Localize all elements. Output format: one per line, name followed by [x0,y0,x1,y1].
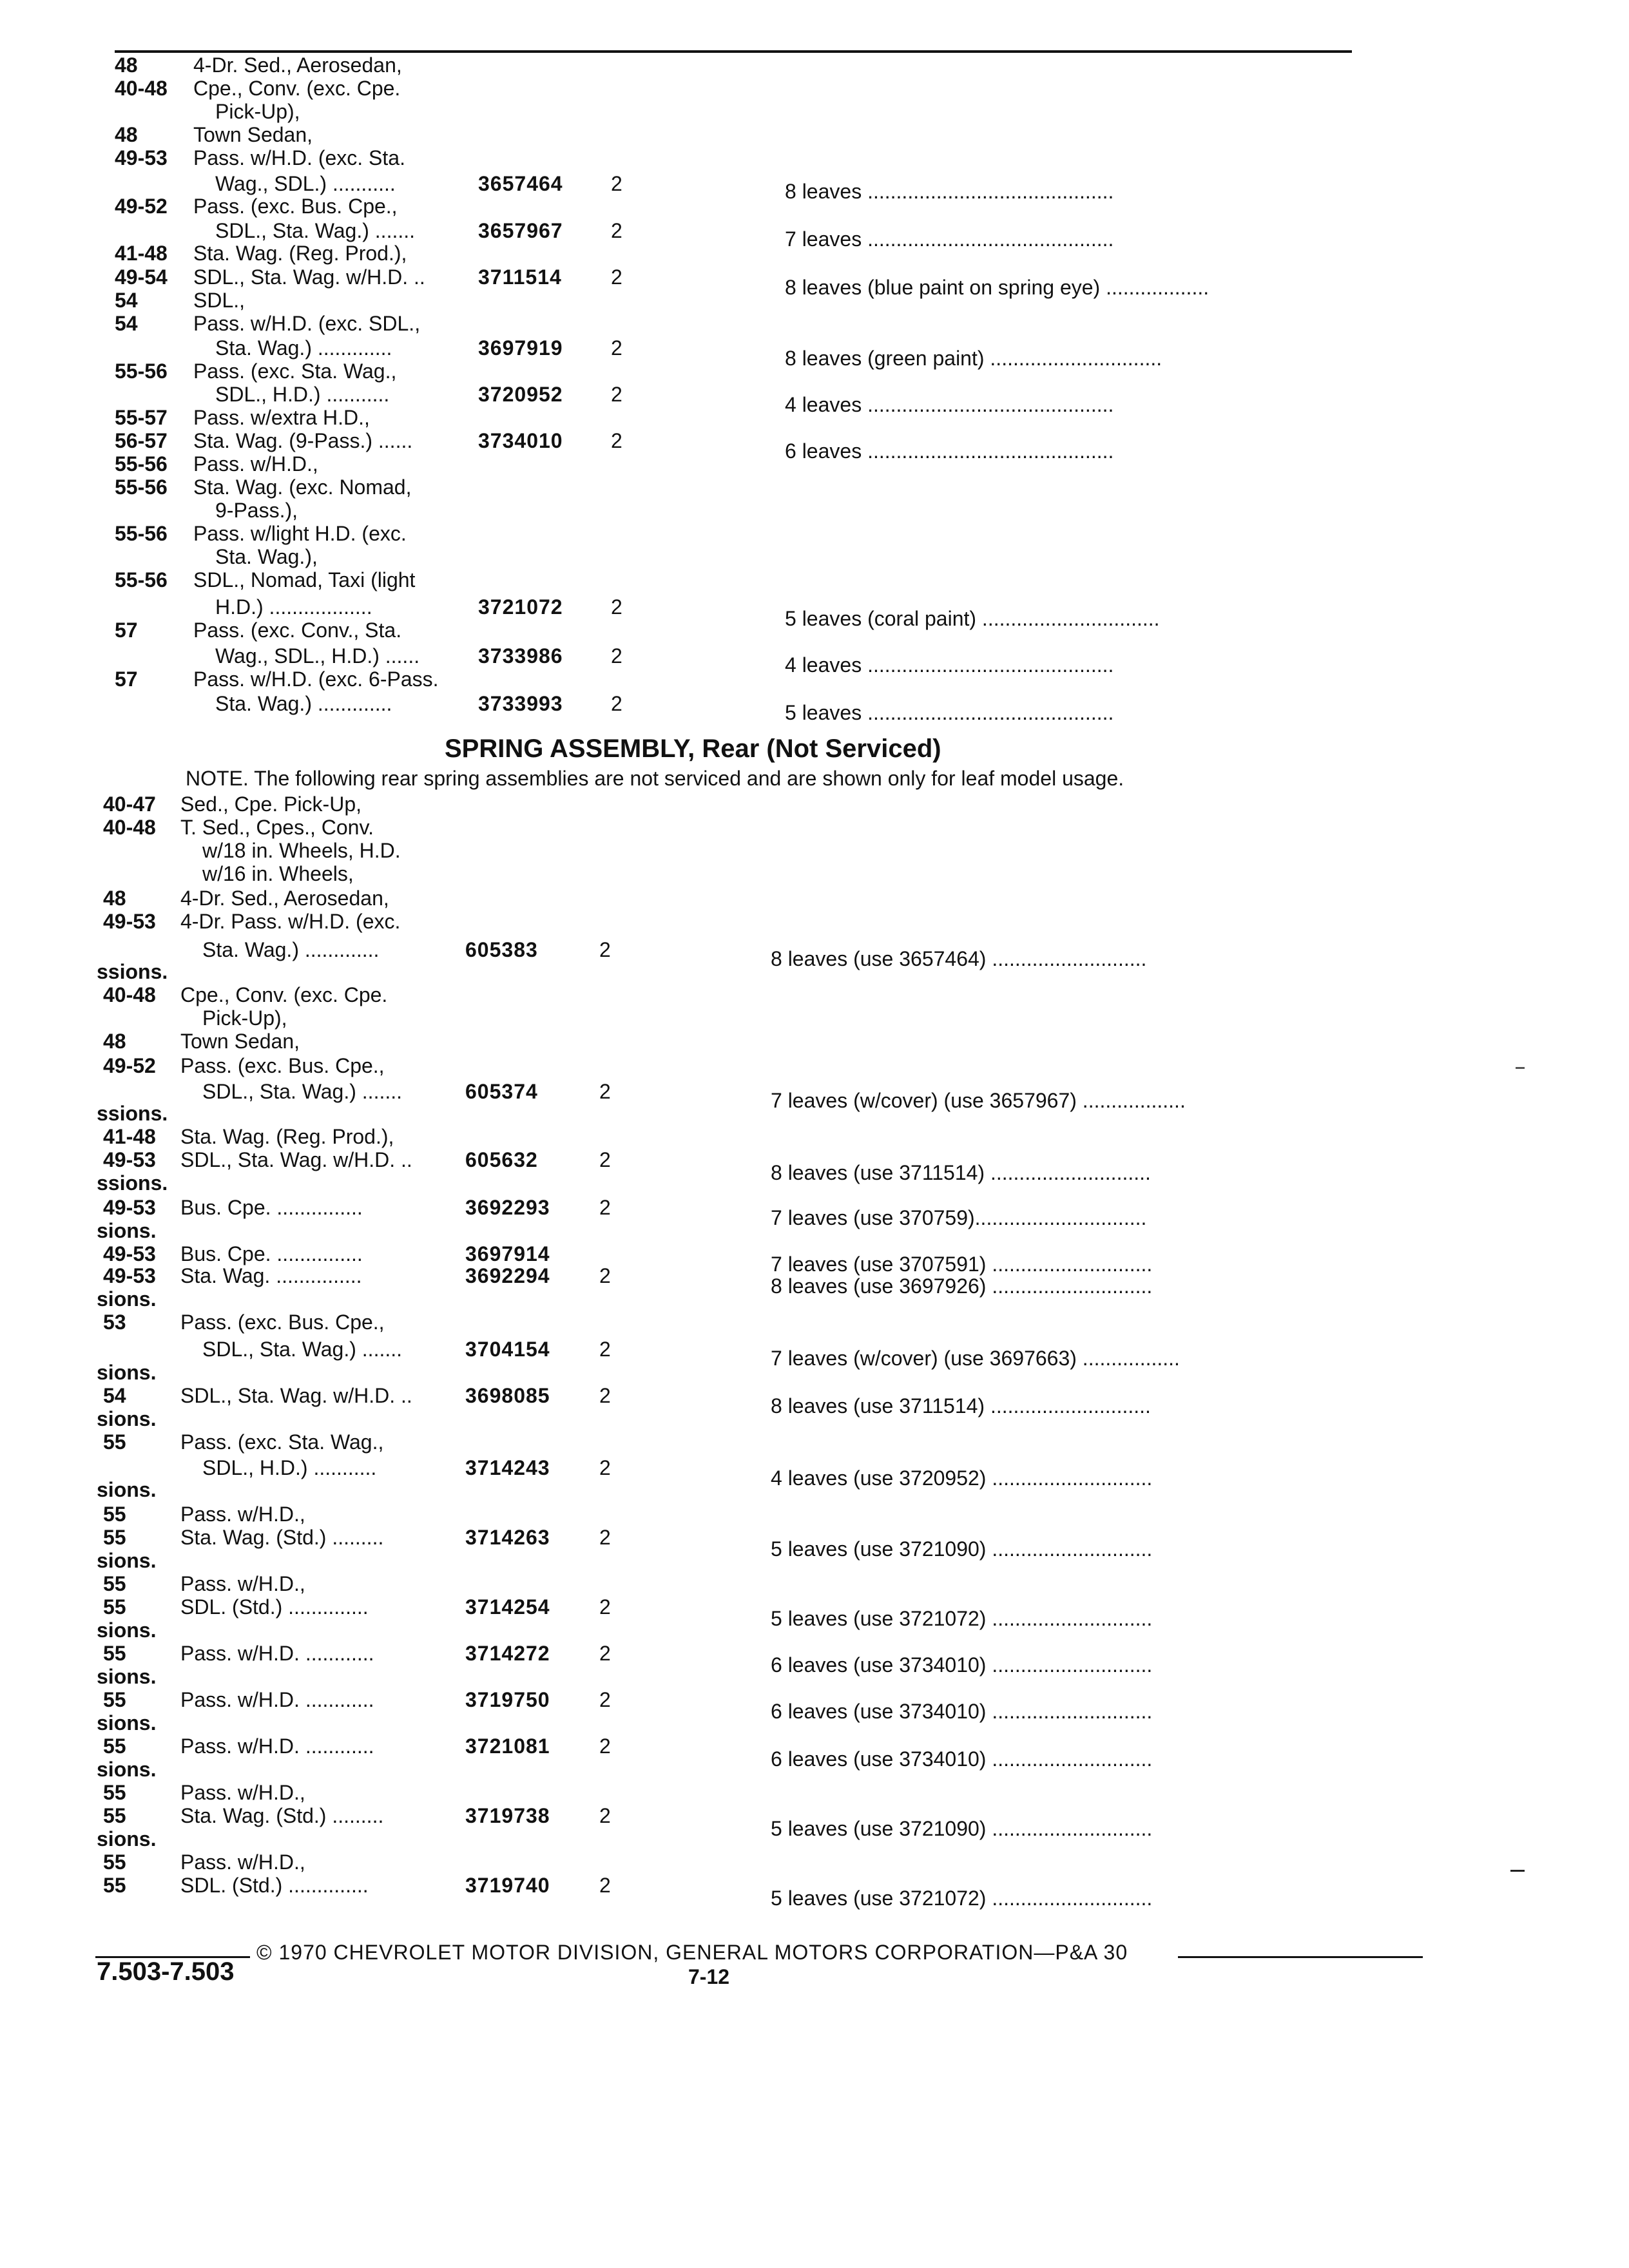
remarks-text: 4 leaves ........................................... [785,653,1114,677]
application-description: Pass. w/H.D. (exc. Sta. [193,146,405,169]
model-year: 55 [103,1572,126,1595]
quantity: 2 [599,1148,611,1171]
application-description: SDL., Sta. Wag. w/H.D. .. [193,265,425,289]
table-row [0,839,1629,862]
table-row [0,476,1629,499]
model-year: 55 [103,1503,126,1526]
application-description: w/18 in. Wheels, H.D. [202,839,401,862]
remarks-text: 7 leaves (w/cover) (use 3657967) .................. [771,1089,1186,1112]
table-row [0,1503,1629,1526]
remarks-text: 6 leaves (use 3734010) ............................ [771,1700,1153,1723]
table-row [0,1361,1629,1384]
model-year: 49-53 [103,910,156,933]
application-description: Sta. Wag. (Std.) ......... [180,1804,384,1827]
top-rule [115,50,1352,53]
part-number: 3719740 [465,1874,550,1897]
section-note: NOTE. The following rear spring assemblies are not serviced and are shown only for leaf model usage. [186,767,1124,790]
application-description: 4-Dr. Pass. w/H.D. (exc. [180,910,401,933]
remarks-text: 6 leaves ........................................... [785,439,1114,463]
part-number: 3719750 [465,1688,550,1711]
quantity: 2 [611,336,622,360]
quantity: 2 [599,1804,611,1827]
application-description: Pass. (exc. Bus. Cpe., [180,1054,385,1077]
table-row [0,983,1629,1006]
model-year: 48 [115,53,138,77]
part-number: 3698085 [465,1384,550,1407]
application-description: H.D.) .................. [215,595,372,619]
remarks-text: 8 leaves (use 3697926) ............................ [771,1274,1153,1298]
remarks-text: 7 leaves (w/cover) (use 3697663) ................. [771,1347,1180,1370]
quantity: 2 [611,692,622,715]
table-row [0,1006,1629,1030]
remarks-text: 5 leaves (coral paint) ............................... [785,607,1160,630]
application-description: Pass. w/H.D. (exc. 6-Pass. [193,668,439,691]
remarks-text: 4 leaves ........................................... [785,393,1114,416]
table-row [0,1054,1629,1077]
table-row [0,1407,1629,1430]
table-row [0,1665,1629,1688]
model-year: sions. [97,1619,157,1642]
application-description: SDL., Sta. Wag.) ....... [202,1338,403,1361]
application-description: w/16 in. Wheels, [202,862,354,885]
part-number: 3719738 [465,1804,550,1827]
model-year: 57 [115,668,138,691]
quantity: 2 [611,595,622,619]
application-description: SDL. (Std.) .............. [180,1874,369,1897]
model-year: sions. [97,1758,157,1781]
application-description: Pick-Up), [215,100,300,123]
table-row [0,1219,1629,1242]
part-number: 3714254 [465,1595,550,1619]
table-row [0,1287,1629,1311]
table-row [0,816,1629,839]
table-row [0,1619,1629,1642]
model-year: 55 [103,1781,126,1804]
remarks-text: 7 leaves (use 370759).............................. [771,1206,1147,1229]
part-number: 3711514 [478,265,562,289]
model-year: 53 [103,1311,126,1334]
remarks-text: 8 leaves (use 3657464) ........................... [771,947,1147,970]
application-description: Wag., SDL.) ........... [215,172,396,195]
model-year: 48 [115,123,138,146]
table-row [0,568,1629,591]
model-year: 40-48 [103,816,156,839]
application-description: Pass. w/light H.D. (exc. [193,522,407,545]
application-description: Pass. w/H.D., [180,1503,305,1526]
table-row [0,289,1629,312]
part-number: 3721072 [478,595,563,619]
table-row [0,1125,1629,1148]
application-description: Sta. Wag. ............... [180,1264,362,1287]
model-year: 55-56 [115,568,168,591]
application-description: Sta. Wag. (Std.) ......... [180,1526,384,1549]
model-year: 56-57 [115,429,168,452]
application-description: Pass. w/H.D., [180,1572,305,1595]
part-number: 3704154 [465,1338,550,1361]
model-year: ssions. [97,960,168,983]
application-description: Pass. (exc. Sta. Wag., [180,1430,384,1454]
model-year: 41-48 [103,1125,156,1148]
part-number: 3721081 [465,1735,550,1758]
table-row [0,522,1629,545]
part-number: 3733993 [478,692,563,715]
model-year: 41-48 [115,242,168,265]
application-description: Wag., SDL., H.D.) ...... [215,644,420,668]
quantity: 2 [599,1874,611,1897]
model-year: 49-53 [103,1264,156,1287]
part-number: 3692294 [465,1264,550,1287]
remarks-text: 7 leaves ........................................... [785,227,1114,251]
model-year: ssions. [97,1171,168,1195]
table-row [0,360,1629,383]
part-number: 3714263 [465,1526,550,1549]
part-number: 3657967 [478,219,563,242]
model-year: sions. [97,1407,157,1430]
table-row [0,1827,1629,1850]
application-description: Sta. Wag. (9-Pass.) ...... [193,429,413,452]
page-number: 7-12 [688,1965,730,1988]
model-year: sions. [97,1219,157,1242]
quantity: 2 [599,1526,611,1549]
remarks-text: 5 leaves (use 3721090) ............................ [771,1817,1153,1840]
model-year: 49-53 [103,1242,156,1265]
quantity: 2 [611,219,622,242]
model-year: 57 [115,619,138,642]
table-row [0,1850,1629,1874]
model-year: 55 [103,1850,126,1874]
application-description: 4-Dr. Sed., Aerosedan, [180,887,389,910]
section-reference: 7.503-7.503 [97,1957,235,1986]
remarks-text: 8 leaves (use 3711514) ............................ [771,1161,1151,1184]
remarks [0,1887,1629,1910]
application-description: Cpe., Conv. (exc. Cpe. [193,77,401,100]
table-row [0,123,1629,146]
application-description: Sta. Wag.) ............. [215,336,392,360]
application-description: Pass. (exc. Sta. Wag., [193,360,397,383]
model-year: 49-52 [103,1054,156,1077]
model-year: 55 [103,1595,126,1619]
application-description: Pick-Up), [202,1006,287,1030]
remarks-text: 5 leaves ........................................... [785,701,1114,724]
model-year: 54 [115,289,138,312]
quantity: 2 [599,1735,611,1758]
application-description: Pass. (exc. Bus. Cpe., [193,195,398,218]
table-row [0,545,1629,568]
table-row [0,1430,1629,1454]
quantity: 2 [599,1595,611,1619]
table-row [0,499,1629,522]
table-row [0,242,1629,265]
model-year: 40-48 [115,77,168,100]
table-row [0,452,1629,476]
application-description: Pass. w/H.D. ............ [180,1688,374,1711]
scan-mark [1510,1870,1525,1872]
remarks-text: 5 leaves (use 3721072) ............................ [771,1887,1153,1910]
remarks [0,701,1629,724]
model-year: 55-56 [115,476,168,499]
application-description: Town Sedan, [180,1030,300,1053]
part-number: 3657464 [478,172,563,195]
application-description: SDL., [193,289,246,312]
scan-mark [1516,1067,1525,1069]
model-year: 49-53 [103,1148,156,1171]
application-description: Sta. Wag. (Reg. Prod.), [180,1125,394,1148]
table-row [0,406,1629,429]
model-year: sions. [97,1361,157,1384]
model-year: ssions. [97,1102,168,1125]
part-number: 3714272 [465,1642,550,1665]
remarks-text: 5 leaves (use 3721072) ............................ [771,1607,1153,1630]
quantity: 2 [599,1080,611,1103]
quantity: 2 [611,429,622,452]
table-row [0,960,1629,983]
application-description: Pass. w/extra H.D., [193,406,370,429]
model-year: 48 [103,887,126,910]
table-row [0,146,1629,169]
table-row [0,195,1629,218]
table-row [0,910,1629,933]
remarks-text: 8 leaves (blue paint on spring eye) .................. [785,276,1210,299]
part-number: 3734010 [478,429,563,452]
application-description: T. Sed., Cpes., Conv. [180,816,374,839]
part-number: 3692293 [465,1196,550,1219]
application-description: Pass. w/H.D., [193,452,318,476]
table-row [0,1758,1629,1781]
table-row [0,619,1629,642]
model-year: 54 [103,1384,126,1407]
remarks-text: 7 leaves (use 3707591) ............................ [771,1253,1153,1276]
application-description: Sta. Wag.) ............. [215,692,392,715]
model-year: 49-53 [103,1196,156,1219]
part-number: 605374 [465,1080,538,1103]
table-row [0,1102,1629,1125]
application-description: SDL., Sta. Wag.) ....... [215,219,416,242]
table-row [0,1711,1629,1735]
part-number: 3714243 [465,1456,550,1479]
copyright-text: © 1970 CHEVROLET MOTOR DIVISION, GENERAL MOTORS CORPORATION—P&A 30 [256,1941,1128,1964]
remarks-text: 8 leaves (green paint) .............................. [785,347,1162,370]
application-description: Pass. (exc. Bus. Cpe., [180,1311,385,1334]
model-year: 55-57 [115,406,168,429]
application-description: SDL., Sta. Wag. w/H.D. .. [180,1384,412,1407]
table-row [0,77,1629,100]
application-description: SDL., Nomad, Taxi (light [193,568,416,591]
table-row [0,1478,1629,1501]
application-description: Pass. w/H.D., [180,1850,305,1874]
table-row [0,1030,1629,1053]
remarks-text: 8 leaves ........................................... [785,180,1114,203]
application-description: Sta. Wag.), [215,545,318,568]
application-description: SDL. (Std.) .............. [180,1595,369,1619]
model-year: 49-54 [115,265,168,289]
model-year: 40-47 [103,793,156,816]
application-description: SDL., Sta. Wag. w/H.D. .. [180,1148,412,1171]
quantity: 2 [599,1338,611,1361]
quantity: 2 [599,1456,611,1479]
footer [95,1939,1333,1965]
application-description: Pass. w/H.D. ............ [180,1642,374,1665]
table-row [0,668,1629,691]
model-year: 49-53 [115,146,168,169]
quantity: 2 [599,1688,611,1711]
remarks-text: 6 leaves (use 3734010) ............................ [771,1747,1153,1771]
application-description: Pass. w/H.D., [180,1781,305,1804]
table-row [0,862,1629,885]
application-description: SDL., H.D.) ........... [215,383,390,406]
model-year: sions. [97,1549,157,1572]
model-year: 48 [103,1030,126,1053]
quantity: 2 [611,265,622,289]
application-description: Sta. Wag.) ............. [202,938,380,961]
part-number: 605632 [465,1148,538,1171]
model-year: sions. [97,1287,157,1311]
model-year: sions. [97,1827,157,1850]
part-number: 3697914 [465,1242,550,1265]
model-year: 55 [103,1688,126,1711]
model-year: 55-56 [115,452,168,476]
application-description: 9-Pass.), [215,499,298,522]
application-description: Bus. Cpe. ............... [180,1242,363,1265]
model-year: 55 [103,1804,126,1827]
table-row [0,887,1629,910]
model-year: 55 [103,1874,126,1897]
table-row [0,793,1629,816]
application-description: Cpe., Conv. (exc. Cpe. [180,983,388,1006]
quantity: 2 [599,1196,611,1219]
model-year: sions. [97,1478,157,1501]
table-row [0,312,1629,335]
part-number: 3733986 [478,644,563,668]
application-description: 4-Dr. Sed., Aerosedan, [193,53,402,77]
quantity: 2 [599,1264,611,1287]
remarks-text: 8 leaves (use 3711514) ............................ [771,1394,1151,1418]
model-year: 55 [103,1526,126,1549]
model-year: 49-52 [115,195,168,218]
application-description: Sta. Wag. (Reg. Prod.), [193,242,407,265]
table-row [0,1781,1629,1804]
application-description: Town Sedan, [193,123,313,146]
remarks-text: 4 leaves (use 3720952) ............................ [771,1466,1153,1490]
model-year: sions. [97,1711,157,1735]
quantity: 2 [611,172,622,195]
model-year: 55 [103,1430,126,1454]
model-year: 40-48 [103,983,156,1006]
application-description: Sed., Cpe. Pick-Up, [180,793,361,816]
part-number: 605383 [465,938,538,961]
table-row [0,1572,1629,1595]
model-year: sions. [97,1665,157,1688]
table-row [0,1549,1629,1572]
application-description: SDL., H.D.) ........... [202,1456,377,1479]
table-row [0,100,1629,123]
quantity: 2 [611,383,622,406]
part-number: 3720952 [478,383,563,406]
footer-rule-right [1178,1956,1423,1958]
application-description: Pass. w/H.D. (exc. SDL., [193,312,421,335]
remarks-text: 6 leaves (use 3734010) ............................ [771,1653,1153,1677]
application-description: SDL., Sta. Wag.) ....... [202,1080,403,1103]
application-description: Pass. w/H.D. ............ [180,1735,374,1758]
quantity: 2 [611,644,622,668]
application-description: Sta. Wag. (exc. Nomad, [193,476,412,499]
quantity: 2 [599,938,611,961]
model-year: 55 [103,1642,126,1665]
model-year: 55-56 [115,360,168,383]
table-row [0,1171,1629,1195]
quantity: 2 [599,1642,611,1665]
application-description: Bus. Cpe. ............... [180,1196,363,1219]
table-row [0,53,1629,77]
quantity: 2 [599,1384,611,1407]
application-description: Pass. (exc. Conv., Sta. [193,619,402,642]
remarks-text: 5 leaves (use 3721090) ............................ [771,1537,1153,1561]
model-year: 55 [103,1735,126,1758]
section-heading: SPRING ASSEMBLY, Rear (Not Serviced) [445,735,941,763]
table-row [0,1311,1629,1334]
part-number: 3697919 [478,336,563,360]
model-year: 55-56 [115,522,168,545]
model-year: 54 [115,312,138,335]
